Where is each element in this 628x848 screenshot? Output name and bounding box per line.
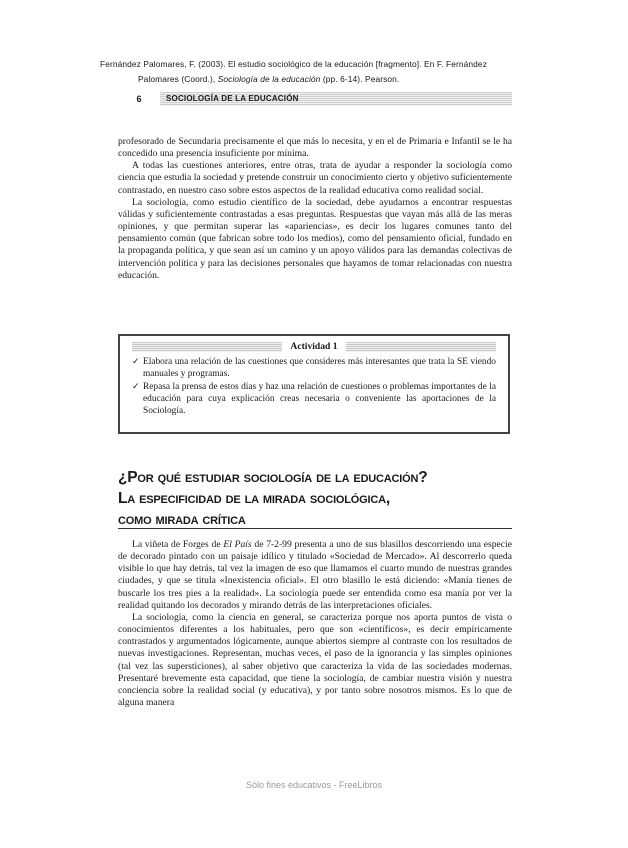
citation-line-1: Fernández Palomares, F. (2003). El estudio sociológico de la educación [fragmento]. En F. Fernández [100,59,487,69]
check-icon: ✓ [132,357,140,367]
activity-list [132,356,496,417]
activity-title: Actividad 1 [290,341,338,352]
paragraph: profesorado de Secundaria precisamente el que más lo necesita, y en el de Primaria e Infantil se le ha concedido una presencia insuficiente por mínima. [118,136,512,160]
paragraph-text: de 7-2-99 presenta a uno de sus blasillos descorriendo una especie de decorado pintado con un paisaje idílico y titulado «Sociedad de Mercado». Al descorrerlo queda visible lo que hay detrás, tal vez la imagen de eso que llamamos el cuarto mundo de nuestras grandes ciudades, y que se titula «Inexistencia oficial». El otro blasillo le está diciendo: «Manía tienes de buscarle los tres pies a la realidad». La sociología puede ser entendida como esa manía por ver la realidad quitando los decorados y mirando detrás de las interpretaciones oficiales. [118,539,512,611]
section-heading-line-3: como mirada crítica [118,511,246,528]
section-heading-line-2: La especificidad de la mirada sociológica, [118,490,390,507]
activity-header-bar-left [132,342,282,352]
activity-box [118,334,510,434]
running-head-title: SOCIOLOGÍA DE LA EDUCACIÓN [160,92,512,106]
citation [100,57,530,87]
page-number: 6 [136,94,142,104]
newspaper-name: El País [223,539,252,550]
activity-item [132,356,496,380]
check-icon: ✓ [132,382,140,392]
paragraph: A todas las cuestiones anteriores, entre otras, trata de ayudar a responder la sociología como ciencia que estudia la sociedad y pretende construir un conocimiento cierto y objetivo suficientemente contrastado, en nuestro caso sobre estos aspectos de la realidad educativa como realidad social. [118,160,512,196]
citation-line-2 [100,72,530,87]
paragraph: La sociología, como estudio científico de la sociedad, debe ayudarnos a encontrar respuestas válidas y suficientemente contrastadas a esas preguntas. Respuestas que vayan más allá de las meras opiniones, y que permitan superar las «apariencias», es decir los lugares comunes tanto del pensamiento común (que fabrican sobre todo los medios), como del pensamiento oficial, fundado en la propaganda política, y que sean así un camino y un apoyo válidos para las demandas colectivas de intervención política y para las decisiones personales que hayamos de tomar relacionadas con nuestra educación. [118,196,512,281]
activity-header [132,341,496,353]
citation-book-title: Sociología de la educación [217,74,321,84]
activity-item [132,381,496,417]
section-heading-line-1: ¿Por qué estudiar sociología de la educación? [118,469,428,486]
running-head [118,92,512,106]
body-text-top [118,136,512,282]
citation-editor: Palomares (Coord.), [138,74,218,84]
paragraph: La sociología, como la ciencia en general, se caracteriza porque nos aporta puntos de vista o conocimientos diferentes a los habituales, pero que son «científicos», es decir empíricamente contrastados y argumentados lógicamente, aunque abiertos siempre al contraste con los resultados de nuevas investigaciones. Representan, muchas veces, el paso de la ignorancia y las simples opiniones (tal vez las supersticiones), al saber objetivo que caracteriza la vida de las sociedades modernas. Presentaré brevemente esta capacidad, que tiene la sociología, de cambiar nuestra visión y nuestra conciencia sobre la realidad social (y educativa), y por tanto sobre nosotros mismos. Es lo que de alguna manera [118,611,512,709]
heading-rule [118,528,512,529]
activity-item-text: Elabora una relación de las cuestiones que consideres más interesantes que trata la SE viendo manuales y programas. [143,357,496,379]
activity-header-bar-right [346,342,496,352]
paragraph [118,539,512,612]
body-text-bottom [118,539,512,709]
paragraph-text: La viñeta de Forges de [132,539,224,550]
footer-watermark: Sólo fines educativos - FreeLibros [245,780,383,790]
citation-pages-publisher: (pp. 6-14). Pearson. [320,74,400,84]
activity-item-text: Repasa la prensa de estos días y haz una relación de cuestiones o problemas importantes de la educación para cuya explicación creas necesaria o conveniente las aportaciones de la Sociología. [143,382,496,416]
section-heading [118,467,518,530]
